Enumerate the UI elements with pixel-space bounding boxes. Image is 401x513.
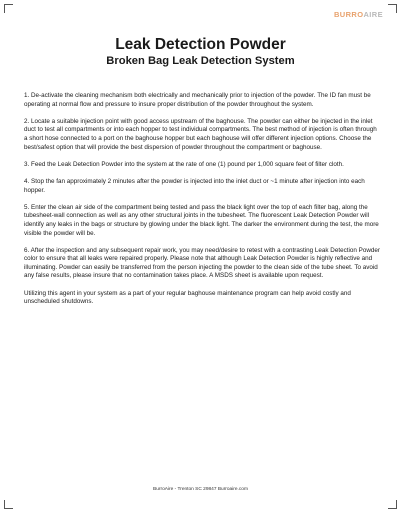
crop-mark-top-left: [4, 4, 13, 13]
instruction-step-6: 6. After the inspection and any subsequent repair work, you may need/desire to retest with a contrasting Leak Detection Powder color to ensure that all leaks were repaired properly. Please note that although Leak Detection Powder is highly reflective and illuminating. Powder can easily be transferred from the person injecting the powder to the clean side of the tube sheet. To avoid any false results, please insure that no contamination takes place. A MSDS sheet is available upon request.: [24, 246, 380, 280]
page-footer: BurroAire - Trenton SC 29847 Burroaire.com: [153, 487, 248, 492]
closing-paragraph: Utilizing this agent in your system as a part of your regular baghouse maintenance program can help avoid costly and unscheduled shutdowns.: [24, 289, 351, 306]
instruction-step-3: 3. Feed the Leak Detection Powder into the system at the rate of one (1) pound per 1,000 square feet of filter cloth.: [24, 160, 344, 168]
crop-mark-top-right: [388, 4, 397, 13]
instruction-step-4: 4. Stop the fan approximately 2 minutes after the powder is injected into the inlet duct or ~1 minute after injection into each hopper.: [24, 177, 365, 194]
page-subtitle: Broken Bag Leak Detection System: [106, 55, 295, 67]
logo-part-aire: AIRE: [363, 10, 383, 19]
crop-mark-bottom-right: [388, 500, 397, 509]
page-title: Leak Detection Powder: [115, 36, 286, 53]
logo-part-burro: BURRO: [333, 10, 364, 19]
instruction-step-2: 2. Locate a suitable injection point with good access upstream of the baghouse. The powder can either be injected in the inlet duct to test all compartments or into each hopper to test individual compartments. The best method of injection is often through a short hose connected to a port on the baghouse hopper but each baghouse will offer different injection options. Choose the best/safest option that will provide the best dispersion of powder throughout the compartment or baghouse.: [24, 117, 377, 151]
instruction-step-5: 5. Enter the clean air side of the compartment being tested and pass the black light over the top of each filter bag, along the tubesheet-wall connection as well as any other structural joints in the tubesheet. The fluorescent Leak Detection Powder will identify any leaks in the bags or structure by glowing under the black light. The darker the environment during the test, the more visible the powder will be.: [24, 203, 379, 237]
crop-mark-bottom-left: [4, 500, 13, 509]
instruction-step-1: 1. De-activate the cleaning mechanism both electrically and mechanically prior to injection of the powder. The ID fan must be operating at normal flow and pressure to insure proper distribution of the powder throughout the system.: [24, 92, 371, 108]
instructions-body: [24, 92, 380, 315]
burroaire-logo: [334, 10, 383, 19]
